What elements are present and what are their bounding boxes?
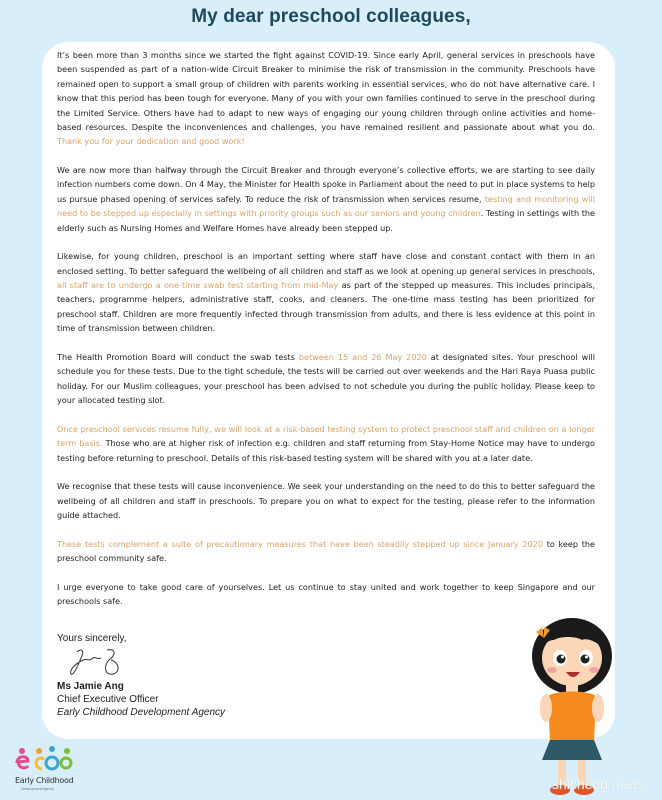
paragraph-text: I urge everyone to take good care of yourselves. Let us continue to stay united and work together to keep Singapore and our preschools safe. [57,581,595,606]
logo-subtext: Development Agency [21,787,55,791]
paragraph-text: We are now more than halfway through the Circuit Breaker and through everyone’s collective efforts, we are starting to see daily infection numbers come down. On 4 May, the Minister for Health spoke in Parliament about the need to put in place systems to help us pursue phased opening of services safely. To reduce the risk of transmission when services resume, [57,165,595,204]
ecda-logo [14,745,84,795]
closing-line: Yours sincerely, [57,633,127,644]
signature-icon [63,646,133,680]
letter-title: My dear preschool colleagues, [191,6,471,27]
paragraph-text: We recognise that these tests will cause inconvenience. We seek your understanding on the need to do this to better safeguard the wellbeing of all children and staff in preschools. To prepare you on what to expect for the testing, please refer to the information guide attached. [57,481,595,520]
signature-block [57,632,225,719]
paragraph-text: to keep the preschool community safe. [57,538,595,563]
highlighted-text: all staff are to undergo a one-time swab test starting from mid-May [57,280,339,291]
paragraph-4 [57,350,595,408]
highlighted-text: Thank you for your dedication and good work! [57,136,245,147]
highlighted-text: These tests complement a suite of precautionary measures that have been steadily stepped up since January 2020 [57,538,543,549]
paragraph-text: . Testing in settings with the elderly such as Nursing Homes and Welfare Homes have already been stepped up. [57,208,595,233]
signatory-organisation: Early Childhood Development Agency [57,707,226,718]
paragraph-6 [57,479,595,522]
paragraph-5 [57,422,595,465]
paragraph-text: Likewise, for young children, preschool is an important setting where staff have close and constant contact with them in an enclosed setting. To better safeguard the wellbeing of all children and staff as we look at opening up general services in preschools, [57,251,595,276]
paragraph-8 [57,580,595,609]
highlighted-text: Once preschool services resume fully, we will look at a risk-based testing system to protect preschool staff and children on a longer term basis. [57,423,595,449]
letter-body [57,48,595,623]
signatory-name: Ms Jamie Ang [57,681,124,692]
paragraph-text: It’s been more than 3 months since we started the fight against COVID-19. Since early April, general services in preschools have been suspended as part of a nation-wide Circuit Breaker to minimise the risk of transmission in the community. Preschools have remained open to support a small group of children with parents working in essential services, who do not have alternative care. I know that this period has been tough for everyone. Many of you with your own families continued to serve in the preschool during the Limited Service. Others have had to adapt to new ways of engaging our young children through online activities and home-based resources. Despite the inconveniences and challenges, you have remained resilient and passionate about what you do. [57,50,595,133]
paragraph-text: at designated sites. Your preschool will schedule you for these tests. Due to the tight schedule, the tests will be carried out over weekends and the Hari Raya Puasa public holiday. For our Muslim colleagues, your preschool has been advised to not schedule you during the public holiday. Please keep to your allocated testing slot. [57,351,595,406]
paragraph-text: Those who are at higher risk of infection e.g. children and staff returning from Stay-Home Notice may have to undergo testing before returning to preschool. Details of this risk-based testing system will be shared with you at a later date. [57,438,595,463]
paragraph-7 [57,537,595,566]
highlighted-text: between 15 and 26 May 2020 [298,351,427,362]
ecda-logo-icon [14,745,76,775]
highlighted-text: testing and monitoring will need to be stepped up especially in settings with priority groups such as our seniors and young children [57,193,595,219]
logo-text: Early Childhood [15,776,74,785]
paragraph-1 [57,48,595,149]
girl-illustration-icon [510,610,630,800]
signatory-role: Chief Executive Officer [57,694,159,705]
paragraph-2 [57,163,595,235]
paragraph-3 [57,249,595,335]
paragraph-text: as part of the stepped up measures. This includes principals, teachers, programme helpers, administrative staff, cooks, and cleaners. The one-time mass testing has been prioritized for preschool staff. Children are more frequently infected through transmission from adults, and there is less evidence at this point in time of transmission between children. [57,280,595,334]
watermark: shicheng.news [552,776,645,792]
paragraph-text: The Health Promotion Board will conduct the swab tests [57,351,299,362]
